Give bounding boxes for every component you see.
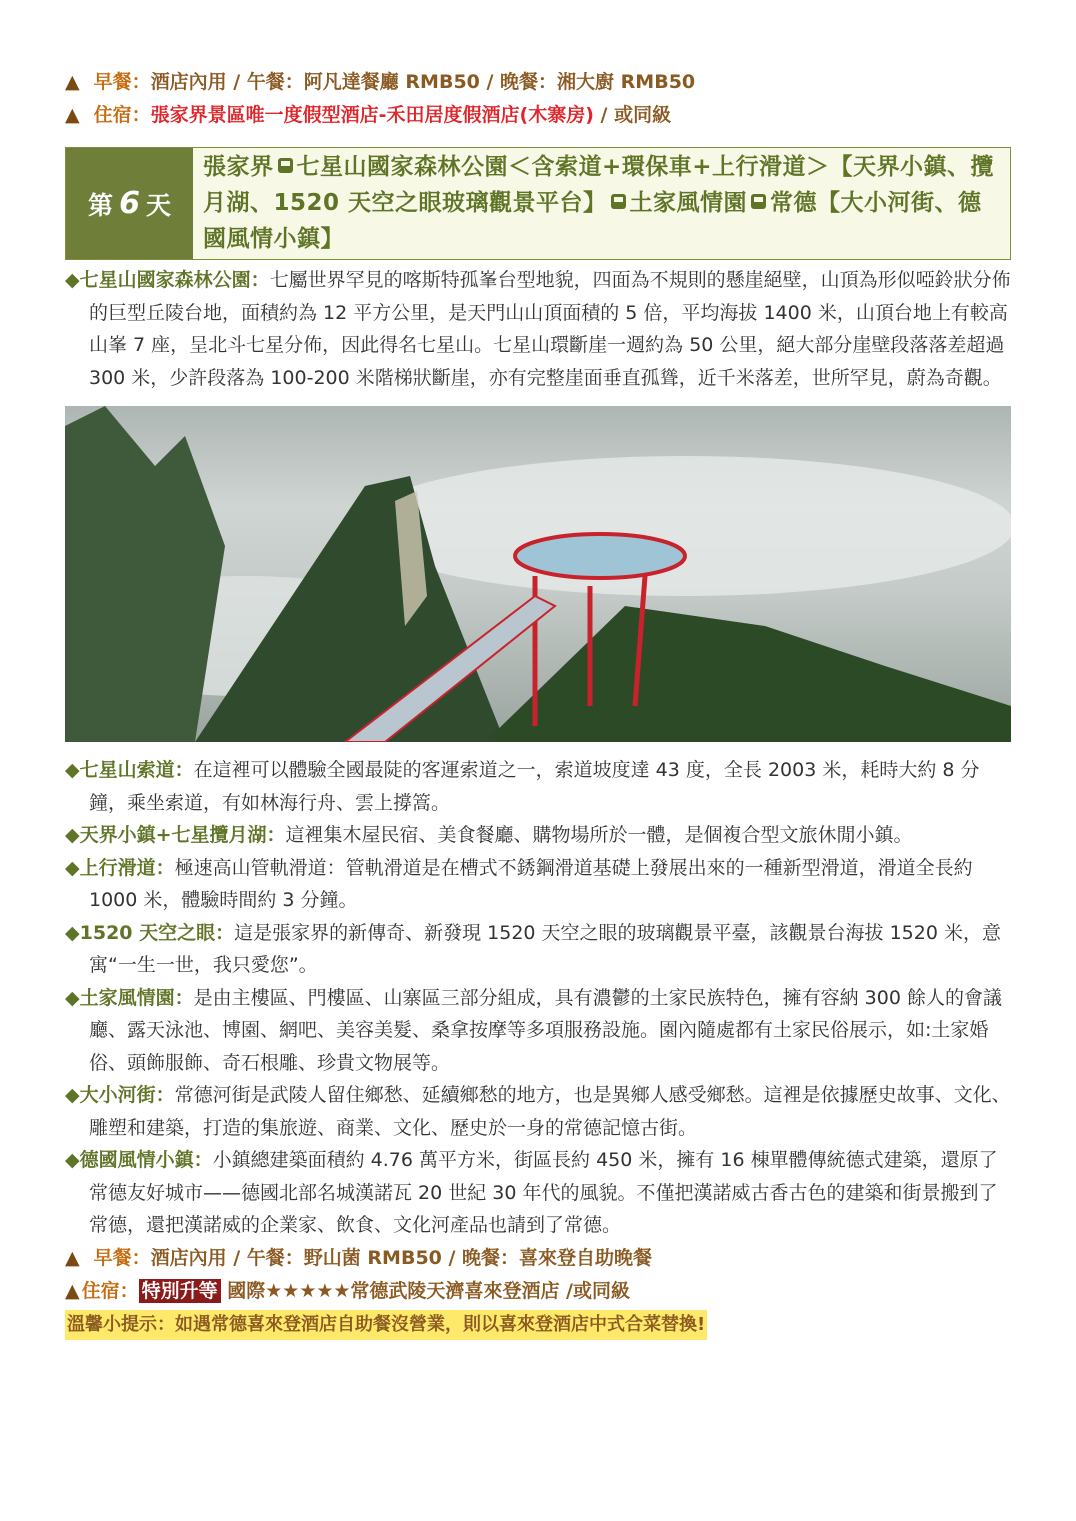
bus-icon [751,194,766,209]
section-text: 七屬世界罕見的喀斯特孤峯台型地貌，四面為不規則的懸崖絕壁，山頂為形似啞鈴狀分佈的巨型丘陵台地，面積約為 12 平方公里，是天門山山頂面積的 5 倍，平均海拔 1400 米，山頂台地上有較高山峯 7 座，呈北斗七星分佈，因此得名七星山。七星山環斷崖一週約為 50 公里，絕大部分崖壁段落落差超過 300 米，少許段落為 100-200 米階梯狀斷崖，亦有完整崖面垂直孤聳，近千米落差，世所罕見，蔚為奇觀。 [89,269,1011,389]
section-tianjie-town [65,819,1011,852]
hotel-suffix: / 或同級 [593,104,672,126]
section-term: 上行滑道： [79,856,175,879]
upgrade-badge: 特別升等 [139,1279,221,1303]
title-part-3: 土家風情園 [629,190,748,216]
meal-line-bottom [65,1242,1011,1275]
section-slide [65,852,1011,917]
triangle-icon: ▲ [65,1246,80,1269]
section-cableway [65,754,1011,819]
triangle-icon: ▲ [65,104,80,126]
section-term: 七星山索道： [79,759,194,781]
title-part-4: 常德【大小河街、德國風情小鎮】 [203,190,982,252]
day-number: 6 [119,186,140,221]
landscape-illustration [65,406,1011,742]
title-part-1: 張家界 [203,154,274,180]
meal-text: 酒店內用 / 午餐：野山菌 RMB50 / 晚餐：喜來登自助晚餐 [150,1246,653,1269]
hotel-name: 張家界景區唯一度假型酒店-禾田居度假酒店(木寨房) [150,104,594,126]
meal-label: 早餐： [93,1246,151,1269]
day-suffix: 天 [145,190,171,220]
hotel-label: 住宿： [81,1279,139,1302]
title-part-2: 七星山國家森林公園＜含索道+環保車+上行滑道＞【天界小鎮、攬月湖、1520 天空之眼玻璃觀景平台】 [203,154,995,216]
diamond-icon: ◆ [65,856,80,879]
diamond-icon: ◆ [65,269,80,291]
day-header [65,147,1011,260]
bus-icon [278,158,293,173]
section-tujia-garden [65,982,1011,1080]
section-text: 在這裡可以體驗全國最陡的客運索道之一，索道坡度達 43 度，全長 2003 米，耗時大約 8 分鐘，乘坐索道，有如林海行舟、雲上撐篙。 [89,759,980,814]
section-term: 德國風情小鎮： [79,1149,213,1171]
section-text: 常德河街是武陵人留住鄉愁、延續鄉愁的地方，也是異鄉人感受鄉愁。這裡是依據歷史故事、文化、雕塑和建築，打造的集旅遊、商業、文化、歷史於一身的常德記憶古街。 [89,1084,1011,1139]
hotel-text: 國際★★★★★常德武陵天濟喜來登酒店 /或同級 [220,1279,630,1302]
day-title [193,148,1010,259]
section-qixingshan [65,264,1011,394]
section-term: 大小河街： [79,1084,175,1106]
section-river-street [65,1079,1011,1144]
section-term: 1520 天空之眼： [79,921,235,944]
meal-text: 酒店內用 / 午餐：阿凡達餐廳 RMB50 / 晚餐：湘大廚 RMB50 [150,71,696,93]
section-term: 天界小鎮+七星攬月湖： [79,824,286,846]
section-sky-eye [65,917,1011,982]
section-text: 這裡集木屋民宿、美食餐廳、購物場所於一體，是個複合型文旅休閒小鎮。 [285,824,913,846]
diamond-icon: ◆ [65,1084,80,1106]
hotel-line-bottom [65,1275,1011,1308]
triangle-icon: ▲ [65,71,80,93]
meal-line-top [65,66,1011,99]
diamond-icon: ◆ [65,824,80,846]
meal-label: 早餐： [93,71,151,93]
hotel-label: 住宿： [93,104,151,126]
section-term: 七星山國家森林公園： [79,269,270,291]
hotel-line-top [65,99,1011,132]
day-label [66,148,193,259]
bus-icon [611,194,626,209]
triangle-icon: ▲ [65,1279,80,1302]
day-prefix: 第 [88,190,114,220]
section-german-town [65,1144,1011,1242]
section-text: 極速高山管軌滑道：管軌滑道是在槽式不銹鋼滑道基礎上發展出來的一種新型滑道，滑道全長約 1000 米，體驗時間約 3 分鐘。 [89,856,973,911]
section-term: 土家風情園： [79,986,194,1009]
diamond-icon: ◆ [65,986,80,1009]
diamond-icon: ◆ [65,921,80,944]
glass-platform-photo [65,406,1011,742]
section-text: 小鎮總建築面積約 4.76 萬平方米，街區長約 450 米，擁有 16 棟單體傳統德式建築，還原了常德友好城市——德國北部名城漢諾瓦 20 世紀 30 年代的風貌。不僅把漢諾威古香古色的建築和街景搬到了常德，還把漢諾威的企業家、飲食、文化河產品也請到了常德。 [89,1149,998,1236]
itinerary-page [65,66,1011,1340]
section-text: 是由主樓區、門樓區、山寨區三部分組成，具有濃鬱的土家民族特色，擁有容納 300 餘人的會議廳、露天泳池、博園、網吧、美容美髮、桑拿按摩等多項服務設施。園內隨處都有土家民俗展示，如:土家婚俗、頭飾服飾、奇石根雕、珍貴文物展等。 [89,986,1002,1074]
diamond-icon: ◆ [65,759,80,781]
diamond-icon: ◆ [65,1149,80,1171]
warm-tip: 溫馨小提示：如遇常德喜來登酒店自助餐沒營業，則以喜來登酒店中式合菜替換! [65,1310,707,1340]
section-text: 這是張家界的新傳奇、新發現 1520 天空之眼的玻璃觀景平臺，該觀景台海拔 1520 米，意寓“一生一世，我只愛您”。 [89,921,1001,976]
